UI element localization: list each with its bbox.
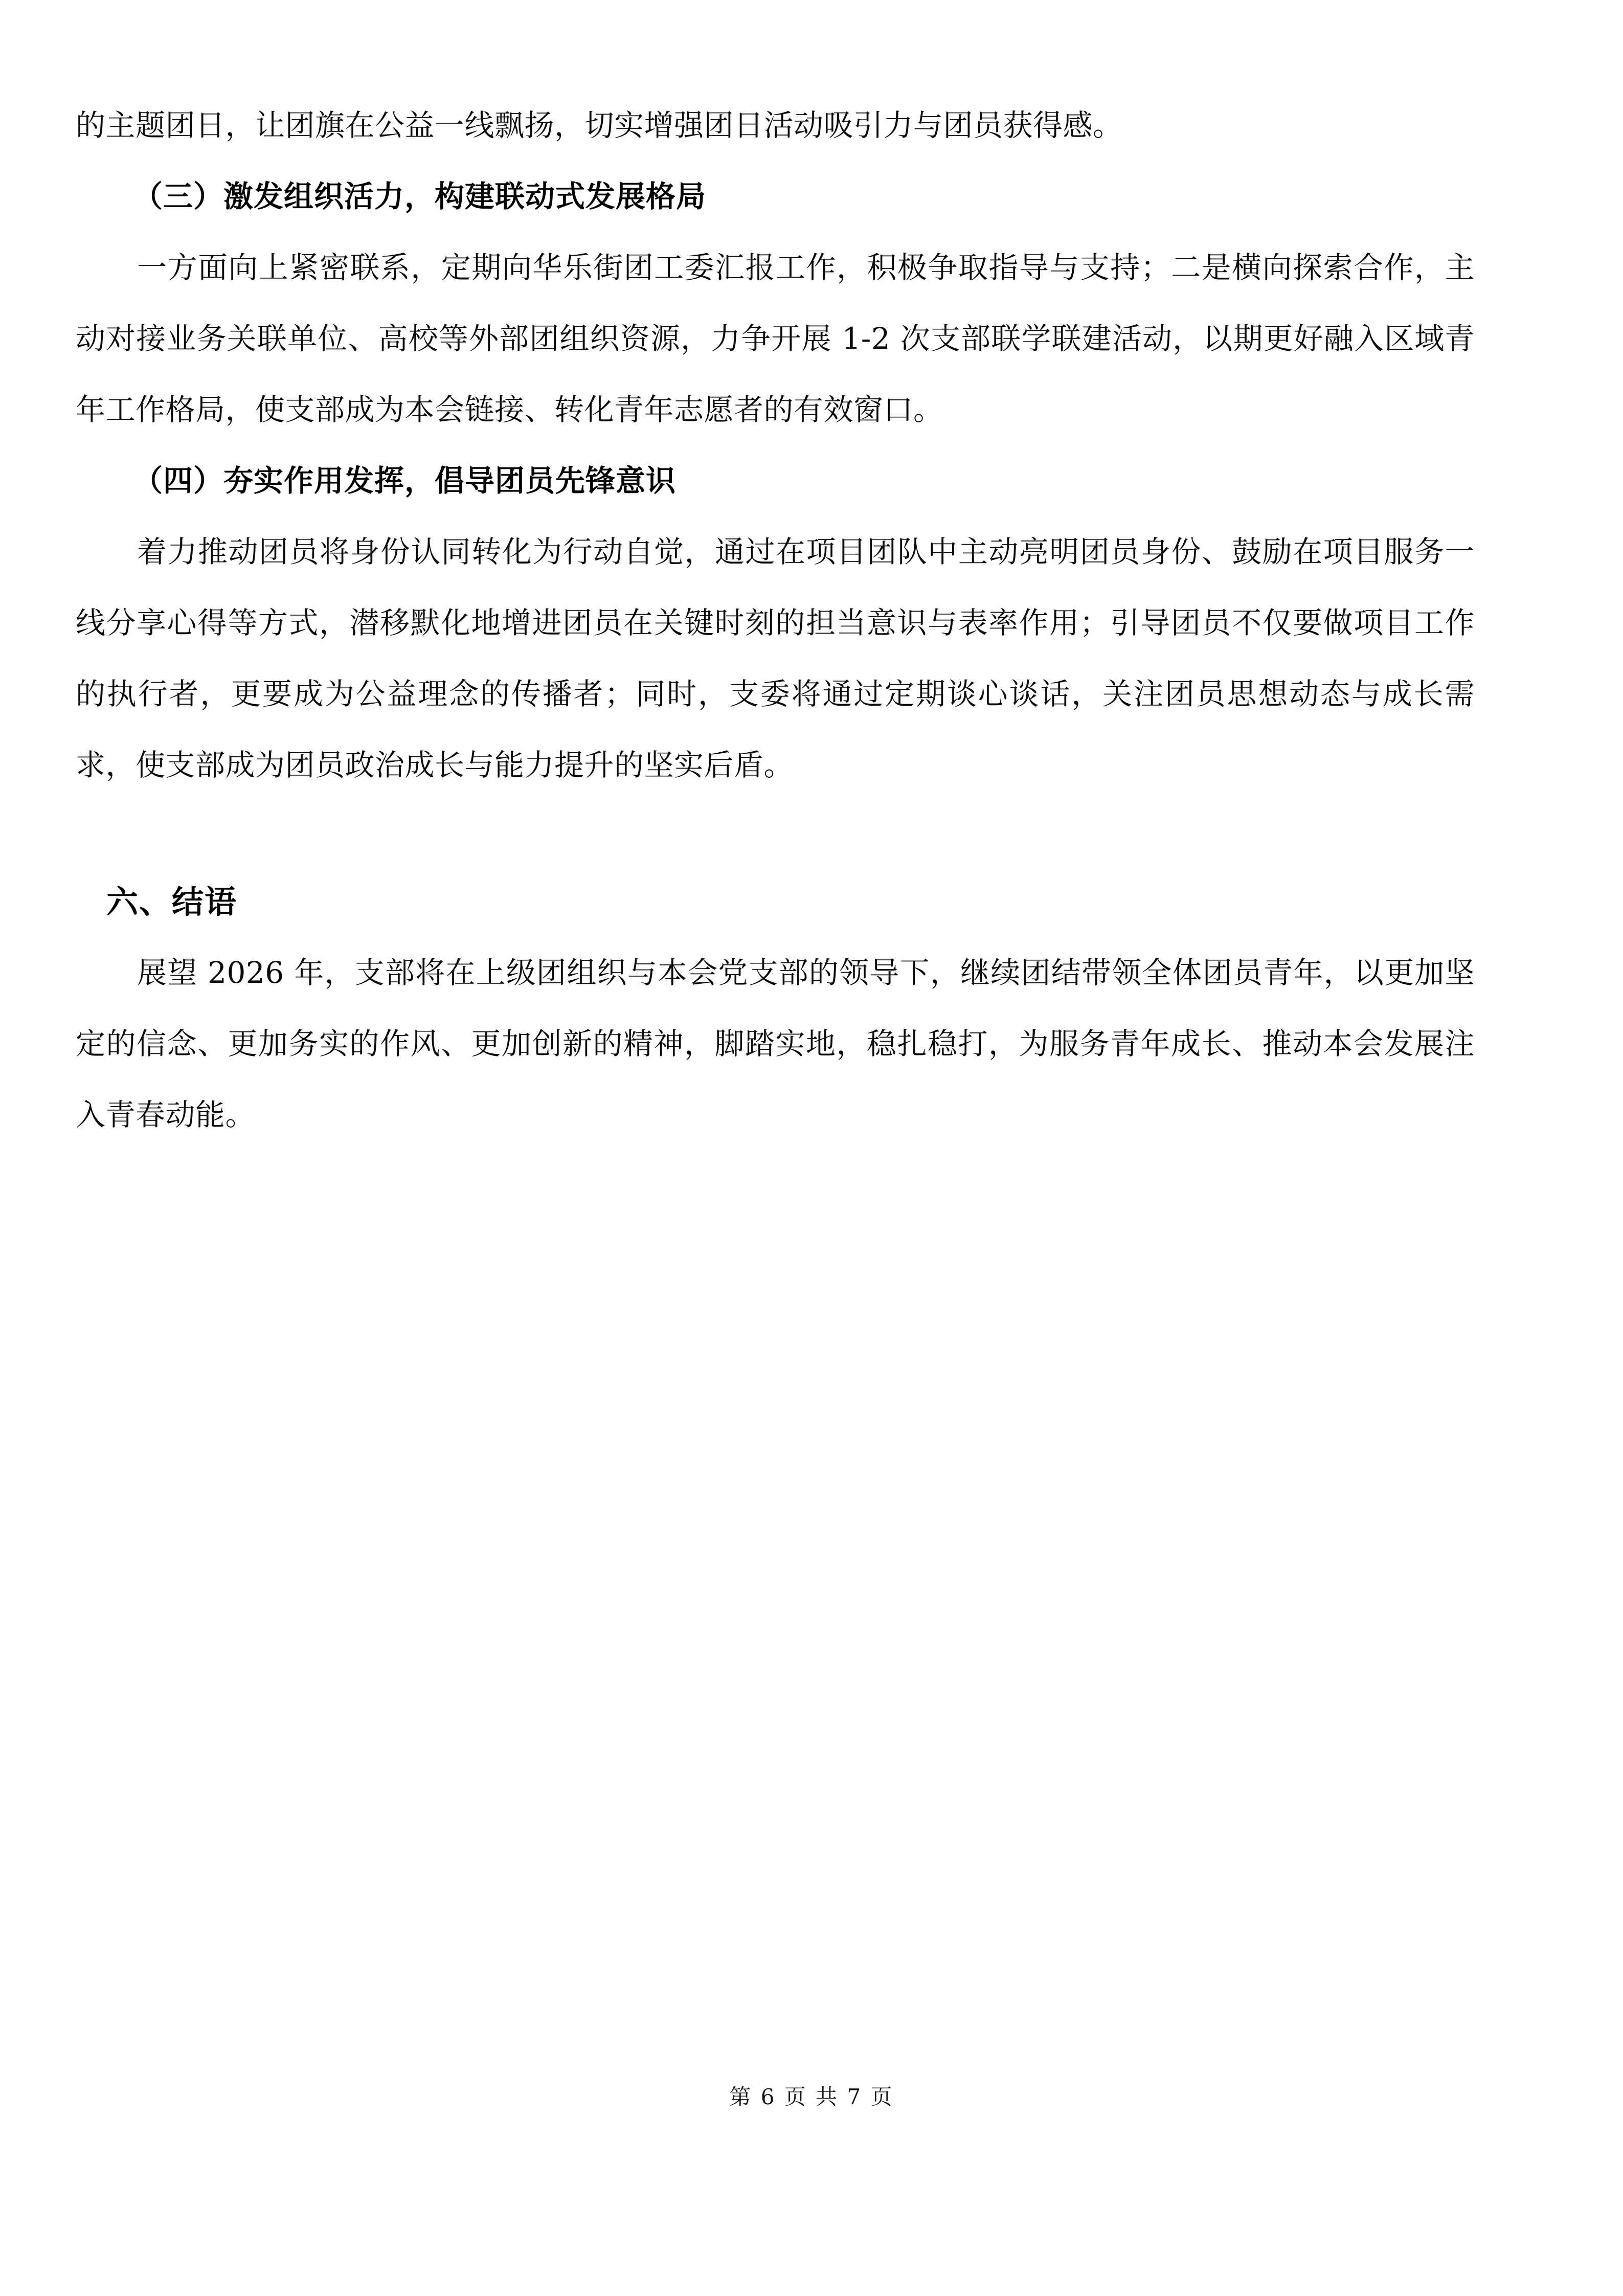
paragraph-organization-vitality: 一方面向上紧密联系，定期向华乐街团工委汇报工作，积极争取指导与支持；二是横向探索合作，主动对接业务关联单位、高校等外部团组织资源，力争开展 1-2 次支部联学联建活动，以期更好融入区域青年工作格局，使支部成为本会链接、转化青年志愿者的有效窗口。 bbox=[76, 250, 1475, 427]
paragraph-member-vanguard: 着力推动团员将身份认同转化为行动自觉，通过在项目团队中主动亮明团员身份、鼓励在项目服务一线分享心得等方式，潜移默化地增进团员在关键时刻的担当意识与表率作用；引导团员不仅要做项目工作的执行者，更要成为公益理念的传播者；同时，支委将通过定期谈心谈话，关注团员思想动态与成长需求，使支部成为团员政治成长与能力提升的坚实后盾。 bbox=[76, 534, 1475, 782]
paragraph-conclusion: 展望 2026 年，支部将在上级团组织与本会党支部的领导下，继续团结带领全体团员青年，以更加坚定的信念、更加务实的作风、更加创新的精神，脚踏实地，稳扎稳打，为服务青年成长、推动本会发展注入青春动能。 bbox=[76, 955, 1475, 1132]
paragraph-continuation: 的主题团日，让团旗在公益一线飘扬，切实增强团日活动吸引力与团员获得感。 bbox=[76, 108, 1123, 143]
document-content bbox=[76, 90, 1475, 1151]
page-footer: 第 6 页 共 7 页 bbox=[729, 2084, 894, 2109]
section-spacer bbox=[76, 801, 1475, 866]
subsection-heading-four: （四）夯实作用发挥，倡导团员先锋意识 bbox=[133, 463, 677, 498]
section-heading-conclusion: 六、结语 bbox=[106, 883, 238, 920]
subsection-heading-three: （三）激发组织活力，构建联动式发展格局 bbox=[133, 179, 707, 214]
